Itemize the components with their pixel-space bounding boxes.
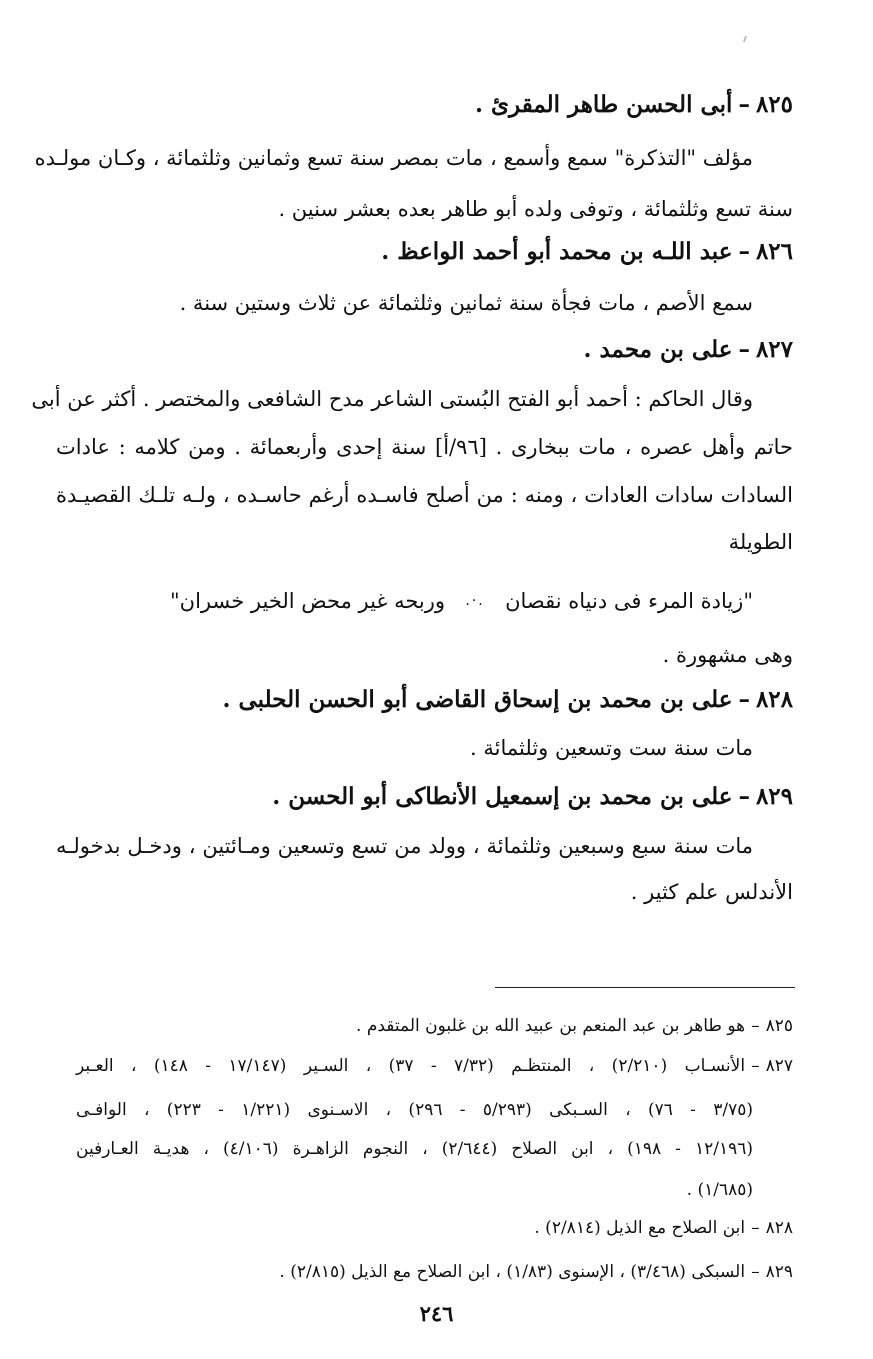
entry-dash: –	[738, 783, 750, 810]
entry-text-line: وهى مشهورة .	[662, 643, 793, 667]
footnote-number: ٨٢٨	[765, 1218, 793, 1238]
entry-text-line: مات سنة ست وتسعين وثلثمائة .	[470, 736, 753, 760]
footnote-number: ٨٢٧	[765, 1056, 793, 1076]
entry-number: ٨٢٦	[755, 238, 793, 265]
entry-title: أبى الحسن طاهر المقرئ .	[475, 91, 733, 118]
entry-number: ٨٢٨	[755, 686, 793, 713]
entry-number: ٨٢٥	[755, 91, 793, 118]
entry-text-line: مات سنة سبع وسبعين وثلثمائة ، وولد من تسع وتسعين ومـائتين ، ودخـل بدخولـه	[56, 834, 753, 858]
entry-number: ٨٢٧	[755, 336, 793, 363]
footnote-dash: –	[751, 1016, 760, 1036]
footnote-text-line: (١٢/١٩٦ - ١٩٨) ، ابن الصلاح (٢/٦٤٤) ، النجوم الزاهـرة (٤/١٠٦) ، هديـة العـارفين	[76, 1139, 754, 1159]
entry-number: ٨٢٩	[755, 783, 793, 810]
verse-second-hemistich: وربحه غير محض الخير خسران"	[170, 589, 446, 613]
poetry-verse	[170, 586, 753, 616]
entry-text-line: حاتم وأهل عصره ، مات ببخارى . [٩٦/أ] سنة إحدى وأربعمائة . ومن كلامه : عادات	[56, 435, 793, 459]
entry-text-line: مؤلف "التذكرة" سمع وأسمع ، مات بمصر سنة تسع وثمانين وثلثمائة ، وكـان مولـده	[34, 146, 753, 170]
footnote-text: هو طاهر بن عبد المنعم بن عبيد الله بن غلبون المتقدم .	[356, 1016, 746, 1036]
footnote-827	[76, 1053, 793, 1079]
footnote-828	[76, 1215, 793, 1241]
entry-dash: –	[738, 686, 750, 713]
scan-speck	[743, 36, 747, 42]
entry-title: عبد اللـه بن محمد أبو أحمد الواعظ .	[381, 238, 733, 265]
footnote-829	[76, 1259, 793, 1285]
footnote-number: ٨٢٩	[765, 1262, 793, 1282]
entry-text-line: سمع الأصم ، مات فجأة سنة ثمانين وثلثمائة عن ثلاث وستين سنة .	[179, 291, 753, 315]
entry-heading-827	[56, 334, 793, 366]
entry-title: على بن محمد بن إسمعيل الأنطاكى أبو الحسن .	[272, 783, 733, 810]
entry-heading-828	[56, 684, 793, 716]
footnote-825	[76, 1013, 793, 1039]
footnote-dash: –	[751, 1056, 760, 1076]
footnote-text: ابن الصلاح مع الذيل (٢/٨١٤) .	[534, 1218, 746, 1238]
page-number: ٢٤٦	[419, 1301, 454, 1326]
entry-heading-829	[56, 781, 793, 813]
entry-heading-825	[56, 89, 793, 121]
footnote-separator	[495, 987, 795, 988]
verse-separator: .·.	[465, 593, 485, 609]
footnote-text-line: (١/٦٨٥) .	[686, 1180, 753, 1200]
entry-dash: –	[738, 238, 750, 265]
entry-text-line: الطويلة	[728, 530, 793, 554]
entry-title: على بن محمد بن إسحاق القاضى أبو الحسن الحلبى .	[222, 686, 733, 713]
footnote-text: السبكى (٣/٤٦٨) ، الإسنوى (١/٨٣) ، ابن الصلاح مع الذيل (٢/٨١٥) .	[279, 1262, 746, 1282]
entry-heading-826	[56, 236, 793, 268]
entry-dash: –	[738, 336, 750, 363]
footnote-dash: –	[751, 1218, 760, 1238]
entry-dash: –	[738, 91, 750, 118]
entry-text-line: وقال الحاكم : أحمد أبو الفتح البُستى الشاعر مدح الشافعى والمختصر . أكثر عن أبى	[31, 387, 753, 411]
footnote-dash: –	[751, 1262, 760, 1282]
footnote-number: ٨٢٥	[765, 1016, 793, 1036]
entry-title: على بن محمد .	[583, 336, 733, 363]
verse-first-hemistich: "زيادة المرء فى دنياه نقصان	[505, 589, 753, 613]
entry-text-line: الأندلس علم كثير .	[630, 880, 793, 904]
footnote-text-line: (٣/٧٥ - ٧٦) ، السـبكى (٥/٢٩٣ - ٢٩٦) ، الاسـنوى (١/٢٢١ - ٢٢٣) ، الوافـى	[76, 1100, 754, 1120]
footnote-text: الأنسـاب (٢/٢١٠) ، المنتظـم (٧/٣٢ - ٣٧) ، السـير (١٧/١٤٧ - ١٤٨) ، العـبر	[76, 1056, 746, 1076]
entry-text-line: سنة تسع وثلثمائة ، وتوفى ولده أبو طاهر بعده بعشر سنين .	[278, 197, 793, 221]
entry-text-line: السادات سادات العادات ، ومنه : من أصلح فاسـده أرغم حاسـده ، ولـه تلـك القصيـدة	[56, 483, 793, 507]
